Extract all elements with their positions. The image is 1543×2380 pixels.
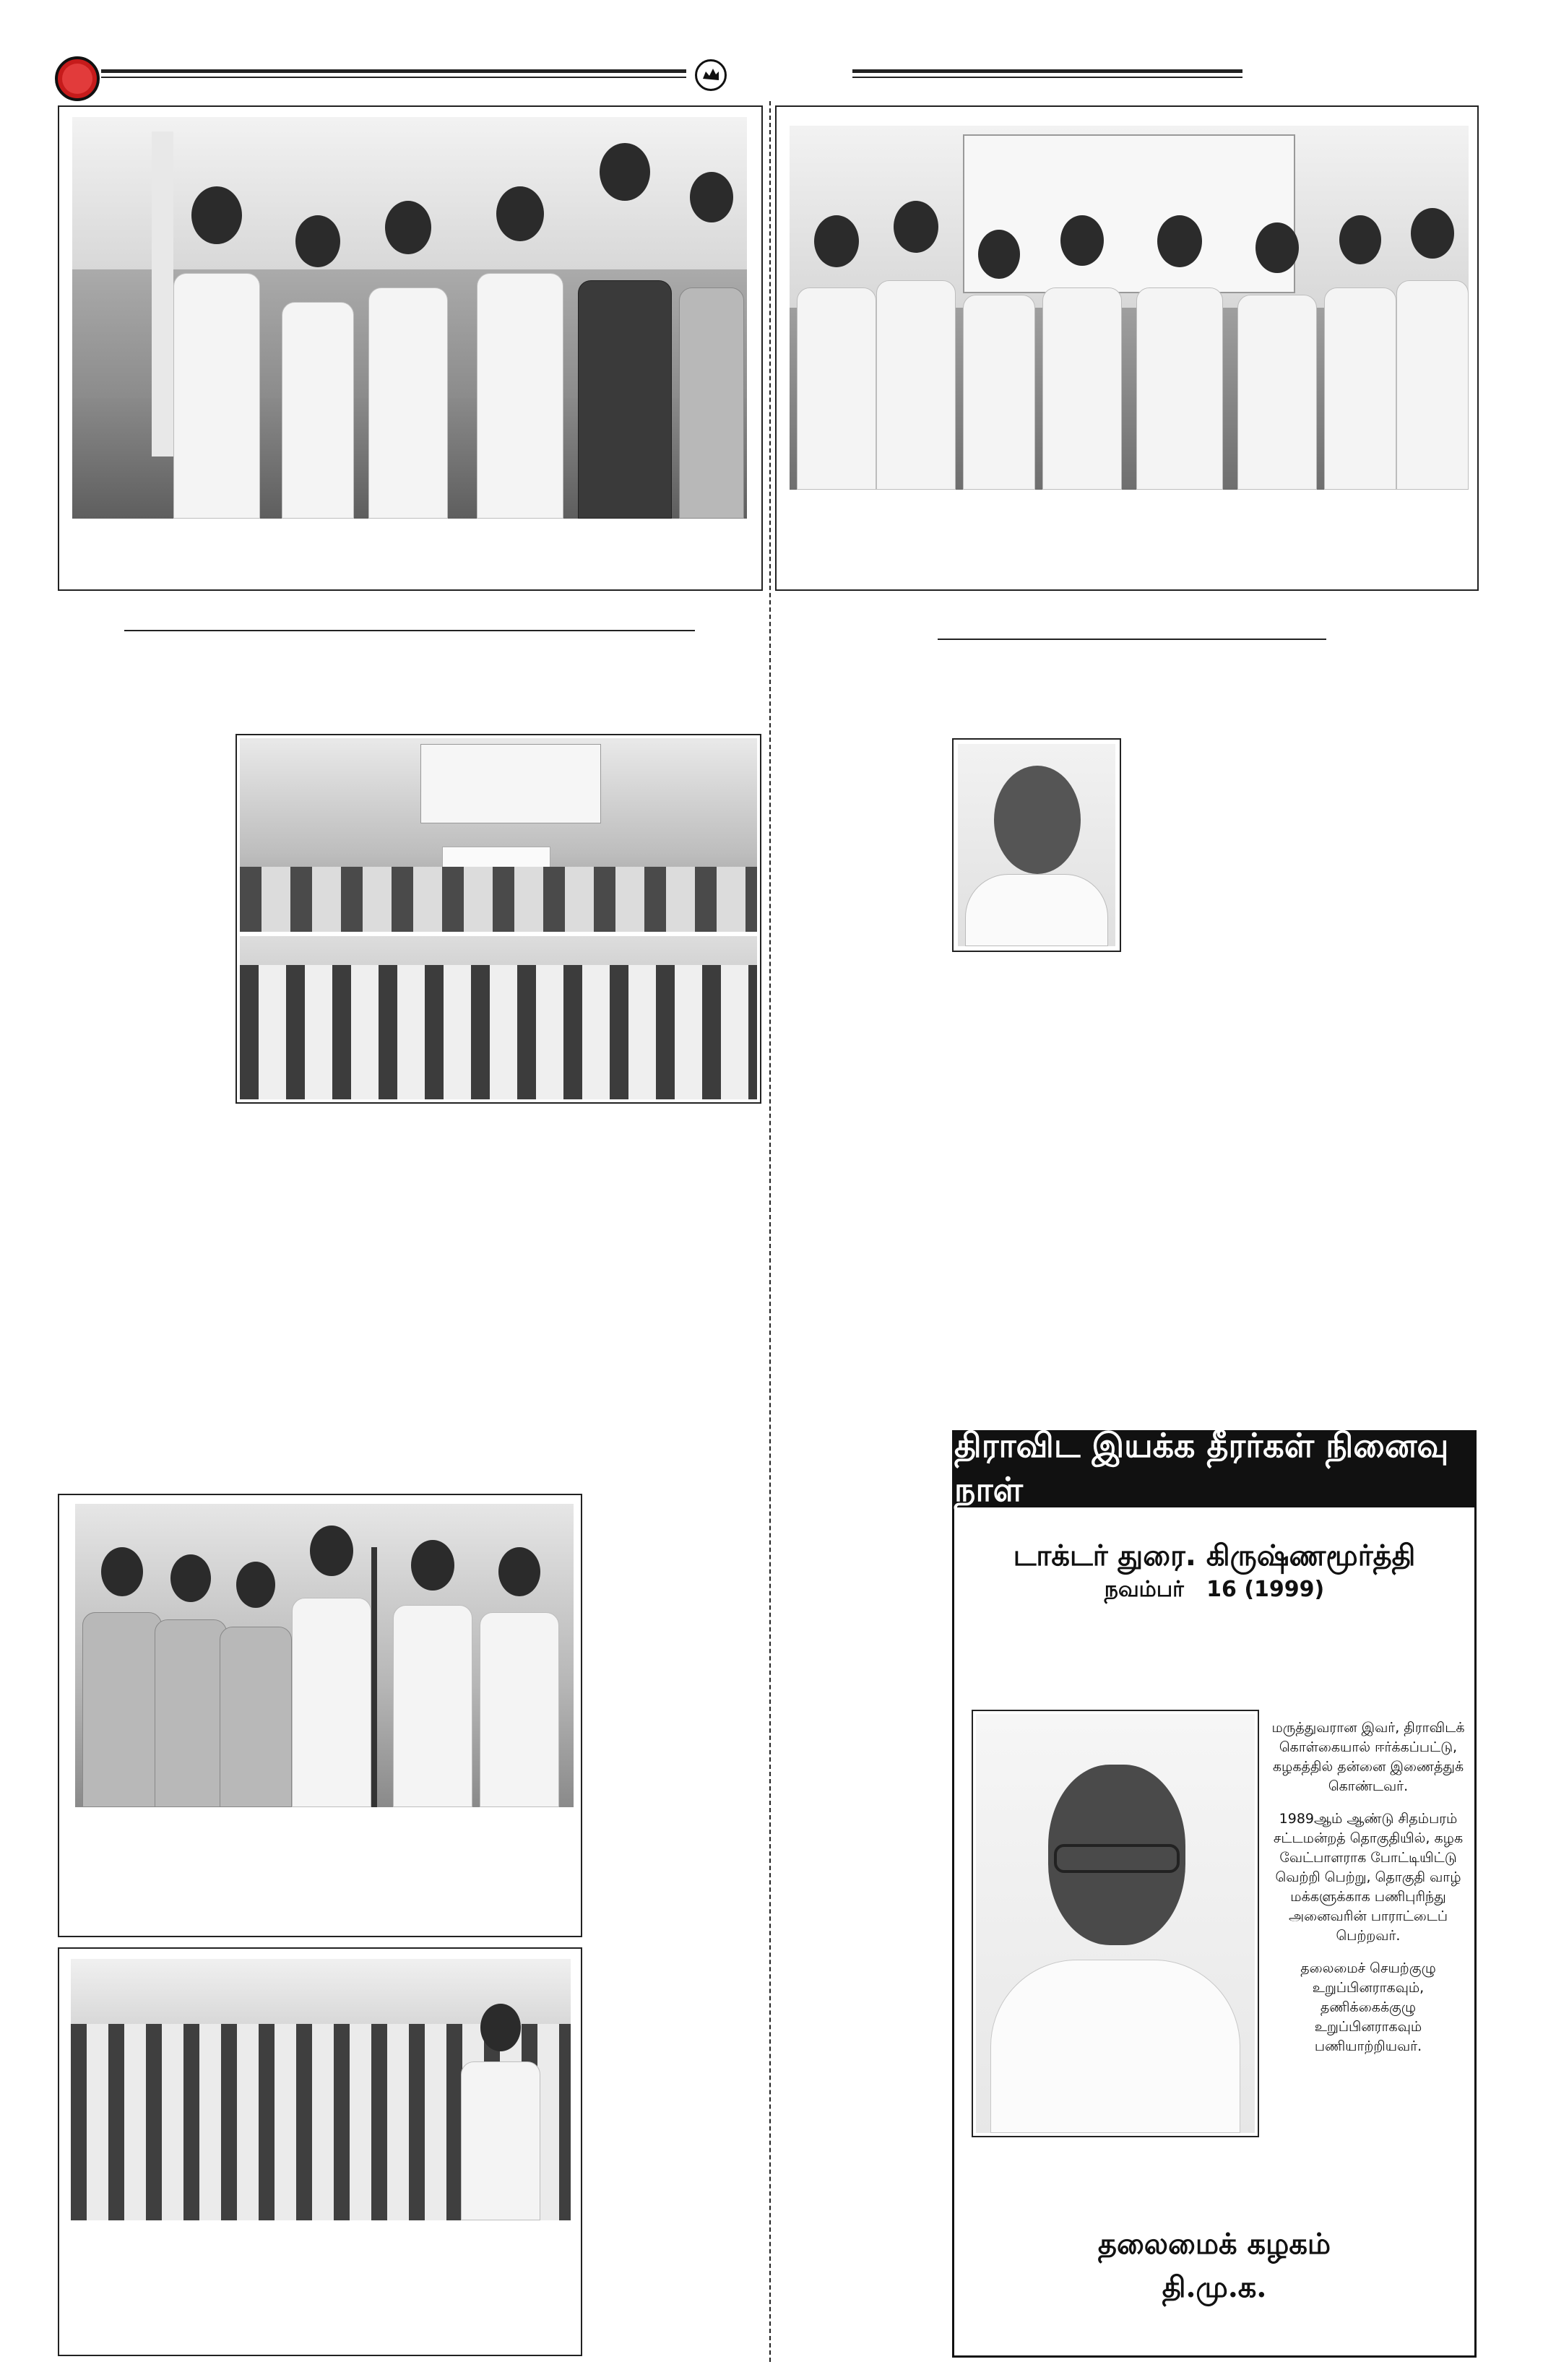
photo-flag-hoisting (75, 1504, 574, 1807)
header-rule-right (852, 69, 1242, 73)
page-badge-icon (55, 56, 100, 101)
header-rule-left-thin (101, 77, 686, 78)
party-logo-icon (695, 59, 727, 91)
photo-hall-gathering (71, 1959, 571, 2220)
section-rule-right (938, 639, 1326, 640)
photo-meeting-stage (240, 738, 757, 932)
photo-frame-portrait (952, 738, 1121, 952)
portrait-photo (958, 744, 1115, 946)
column-divider (769, 101, 771, 2362)
photo-frame-lamp-lighting (775, 105, 1479, 591)
section-rule-left (124, 630, 695, 631)
bio-paragraph-2: 1989ஆம் ஆண்டு சிதம்பரம் சட்டமன்றத் தொகுதியில், கழக வேட்பாளராக போட்டியிட்டு வெற்றி பெற்று, தொகுதி வாழ் மக்களுக்காக பணிபுரிந்து அனைவரின் பாராட்டைப் பெற்றவர். (1273, 1811, 1464, 1944)
memorial-bio (1271, 1718, 1466, 2069)
memorial-heading: திராவிட இயக்க தீரர்கள் நினைவு நாள் (954, 1432, 1474, 1507)
memorial-portrait (976, 1714, 1255, 2133)
photo-frame-inspection (58, 105, 763, 591)
signature-line-2: தி.மு.க. (1162, 2270, 1267, 2304)
memorial-name: டாக்டர் துரை. கிருஷ்ணமூர்த்தி (1013, 1539, 1416, 1572)
photo-site-inspection (72, 117, 747, 519)
memorial-notice (952, 1426, 1477, 2358)
photo-frame-hall-gathering (58, 1947, 582, 2356)
photo-meeting-audience (240, 936, 757, 1099)
signature-line-1: தலைமைக் கழகம் (1097, 2227, 1331, 2261)
memorial-date: நவம்பர் 16 (1999) (1104, 1577, 1325, 1602)
bio-paragraph-3: தலைமைச் செயற்குழு உறுப்பினராகவும், தணிக்கைக்குழு உறுப்பினராகவும் பணியாற்றியவர். (1300, 1960, 1436, 2054)
bio-paragraph-1: மருத்துவரான இவர், திராவிடக் கொள்கையால் ஈர்க்கப்பட்டு, கழகத்தில் தன்னை இணைத்துக் கொண்டவர். (1271, 1720, 1465, 1794)
memorial-photo-frame (972, 1710, 1259, 2137)
header-rule-right-thin (852, 77, 1242, 78)
photo-lamp-lighting-ceremony (790, 126, 1469, 490)
header-rule-left (101, 69, 686, 73)
photo-frame-meeting (235, 734, 761, 1104)
photo-frame-flag-hoisting (58, 1494, 582, 1937)
